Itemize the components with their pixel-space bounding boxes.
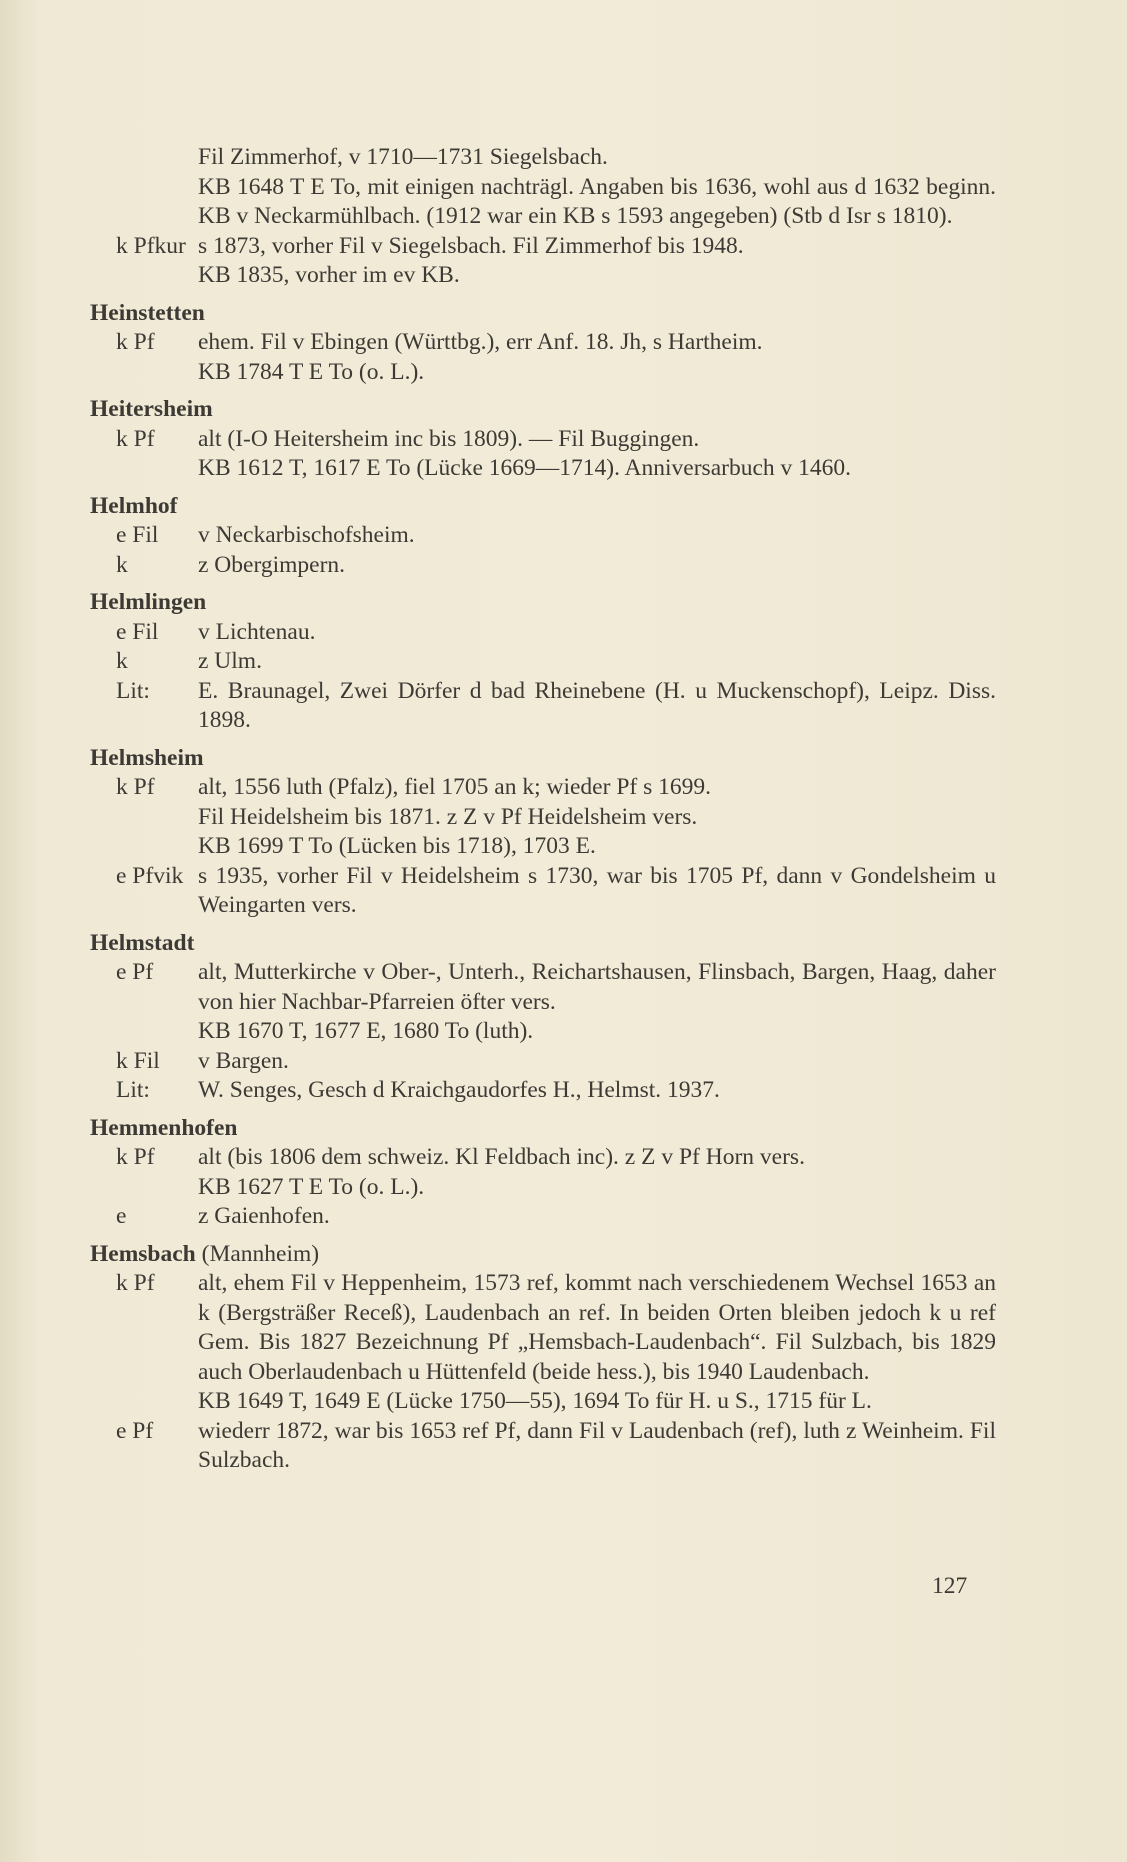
entry-helmhof bbox=[90, 492, 996, 581]
entry-row bbox=[90, 1173, 996, 1203]
entry-row bbox=[90, 1387, 996, 1417]
row-text: KB 1699 T To (Lücken bis 1718), 1703 E. bbox=[198, 833, 596, 859]
entry-row bbox=[90, 618, 996, 648]
row-label: e Fil bbox=[116, 522, 159, 548]
row-text: KB 1649 T, 1649 E (Lücke 1750—55), 1694 To für H. u S., 1715 für L. bbox=[198, 1388, 872, 1414]
row-text: alt, 1556 luth (Pfalz), fiel 1705 an k; wieder Pf s 1699. bbox=[198, 774, 711, 800]
row-label: k bbox=[116, 551, 128, 578]
row-text: z Ulm. bbox=[198, 648, 262, 674]
entry-row bbox=[90, 454, 996, 484]
row-label bbox=[90, 803, 198, 833]
row-text: KB 1612 T, 1617 E To (Lücke 1669—1714). Anniversarbuch v 1460. bbox=[198, 455, 852, 481]
entry-row bbox=[90, 551, 996, 581]
row-text: alt, Mutterkirche v Ober-, Unterh., Reichartshausen, Flinsbach, Bargen, Haag, daher von hier Nachbar-Pfarreien öfter vers. bbox=[198, 959, 996, 1015]
entry-row bbox=[90, 803, 996, 833]
entry-name: Heinstetten bbox=[90, 299, 205, 326]
entry-heading bbox=[90, 299, 996, 329]
row-label: k Pf bbox=[116, 1144, 155, 1170]
row-label bbox=[90, 358, 198, 388]
entry-row bbox=[90, 1047, 996, 1077]
entry-row bbox=[90, 677, 996, 736]
row-text: E. Braunagel, Zwei Dörfer d bad Rheinebene (H. u Muckenschopf), Leipz. Diss. 1898. bbox=[198, 677, 996, 733]
row-text: KB 1835, vorher im ev KB. bbox=[198, 262, 460, 288]
entry-row bbox=[90, 425, 996, 455]
row-label: k bbox=[116, 648, 128, 674]
entry-row bbox=[90, 862, 996, 921]
row-label: e Fil bbox=[116, 618, 159, 645]
entry-name: Helmhof bbox=[90, 492, 178, 519]
row-text: ehem. Fil v Ebingen (Württbg.), err Anf. 18. Jh, s Hartheim. bbox=[198, 329, 763, 355]
row-label: k Pf bbox=[116, 329, 155, 355]
entry-row bbox=[90, 1269, 996, 1387]
entry-name: Helmlingen bbox=[90, 589, 207, 615]
row-label: Lit: bbox=[116, 677, 150, 704]
entry-row bbox=[90, 173, 996, 232]
row-label bbox=[90, 173, 198, 232]
row-label: k Pf bbox=[116, 1270, 155, 1296]
entry-helmsheim bbox=[90, 744, 996, 921]
entry-heading bbox=[90, 929, 996, 959]
row-text: KB 1670 T, 1677 E, 1680 To (luth). bbox=[198, 1018, 534, 1044]
entry-heading bbox=[90, 744, 996, 774]
row-label: Lit: bbox=[116, 1077, 150, 1103]
entry-hemmenhofen bbox=[90, 1114, 996, 1232]
row-text: z Obergimpern. bbox=[198, 551, 346, 578]
entry-row bbox=[90, 1202, 996, 1232]
row-label: k Pfkur bbox=[116, 232, 186, 259]
row-text: v Bargen. bbox=[198, 1047, 289, 1074]
entry-row bbox=[90, 958, 996, 1017]
entry-heading bbox=[90, 588, 996, 618]
row-text: KB 1648 T E To, mit einigen nachträgl. Angaben bis 1636, wohl aus d 1632 beginn. KB v Neckarmühlbach. (1912 war ein KB s 1593 angegeben) (Stb d Isr s 1810). bbox=[198, 173, 996, 229]
row-text: wiederr 1872, war bis 1653 ref Pf, dann Fil v Laudenbach (ref), luth z Weinheim. Fil Sulzbach. bbox=[198, 1417, 996, 1473]
page-number: 127 bbox=[932, 1573, 968, 1599]
row-text: s 1873, vorher Fil v Siegelsbach. Fil Zimmerhof bis 1948. bbox=[198, 232, 744, 259]
entry-row bbox=[90, 328, 996, 358]
entry-hemsbach bbox=[90, 1240, 996, 1476]
entry-row bbox=[90, 832, 996, 862]
row-text: v Lichtenau. bbox=[198, 618, 316, 645]
row-text: KB 1784 T E To (o. L.). bbox=[198, 358, 425, 385]
row-text: KB 1627 T E To (o. L.). bbox=[198, 1173, 425, 1200]
entry-row bbox=[90, 1076, 996, 1106]
row-label: e Pf bbox=[116, 959, 154, 985]
row-text: alt, ehem Fil v Heppenheim, 1573 ref, kommt nach verschiedenem Wechsel 1653 an k (Bergsträßer Receß), Laudenbach an ref. In beiden Orten bleiben jedoch k u ref Gem. Bis 1827 Bezeichnung Pf „Hemsbach-Laudenbach“. Fil Sulzbach, bis 1829 auch Oberlaudenbach u Hüttenfeld (beide hess.), bis 1940 Laudenbach. bbox=[198, 1270, 996, 1385]
row-label: k Pf bbox=[116, 774, 155, 800]
entry-row bbox=[90, 143, 996, 173]
entry-name: Hemsbach bbox=[90, 1240, 196, 1267]
entry-row bbox=[90, 647, 996, 677]
entry-heading bbox=[90, 492, 996, 522]
row-label: e Pf bbox=[116, 1417, 154, 1444]
entry-heading bbox=[90, 1114, 996, 1144]
row-label bbox=[90, 454, 198, 484]
row-label bbox=[90, 832, 198, 862]
row-text: W. Senges, Gesch d Kraichgaudorfes H., Helmst. 1937. bbox=[198, 1077, 720, 1103]
row-label bbox=[90, 1387, 198, 1417]
entry-heinstetten bbox=[90, 299, 996, 388]
row-label bbox=[90, 261, 198, 291]
entry-row bbox=[90, 261, 996, 291]
row-text: z Gaienhofen. bbox=[198, 1203, 330, 1229]
row-text: Fil Heidelsheim bis 1871. z Z v Pf Heidelsheim vers. bbox=[198, 803, 698, 830]
entry-helmlingen bbox=[90, 588, 996, 736]
entry-row bbox=[90, 521, 996, 551]
entry-name: Helmsheim bbox=[90, 744, 204, 771]
entry-name: Helmstadt bbox=[90, 929, 195, 956]
entry-row bbox=[90, 358, 996, 388]
entry-continuation bbox=[90, 143, 996, 291]
entry-row bbox=[90, 1143, 996, 1173]
row-text: alt (bis 1806 dem schweiz. Kl Feldbach inc). z Z v Pf Horn vers. bbox=[198, 1144, 805, 1170]
row-text: Fil Zimmerhof, v 1710—1731 Siegelsbach. bbox=[198, 144, 608, 170]
entry-name: Heitersheim bbox=[90, 396, 213, 422]
page-content bbox=[90, 143, 996, 1476]
entry-heading bbox=[90, 1240, 996, 1270]
row-label bbox=[90, 1173, 198, 1203]
row-label: e bbox=[116, 1203, 127, 1229]
entry-helmstadt bbox=[90, 929, 996, 1106]
entry-row bbox=[90, 1417, 996, 1476]
row-label: e Pfvik bbox=[116, 862, 184, 889]
row-label bbox=[90, 1017, 198, 1047]
row-text: v Neckarbischofsheim. bbox=[198, 522, 415, 548]
entry-heitersheim bbox=[90, 395, 996, 484]
entry-heading bbox=[90, 395, 996, 425]
entry-row bbox=[90, 773, 996, 803]
row-label bbox=[90, 143, 198, 173]
row-text: alt (I-O Heitersheim inc bis 1809). — Fil Buggingen. bbox=[198, 425, 700, 452]
row-label: k Pf bbox=[116, 425, 155, 452]
entry-row bbox=[90, 232, 996, 262]
entry-subtitle: (Mannheim) bbox=[201, 1240, 320, 1267]
row-text: s 1935, vorher Fil v Heidelsheim s 1730, war bis 1705 Pf, dann v Gondelsheim u Weingarten vers. bbox=[198, 862, 996, 918]
row-label: k Fil bbox=[116, 1047, 160, 1074]
entry-name: Hemmenhofen bbox=[90, 1114, 238, 1141]
entry-row bbox=[90, 1017, 996, 1047]
